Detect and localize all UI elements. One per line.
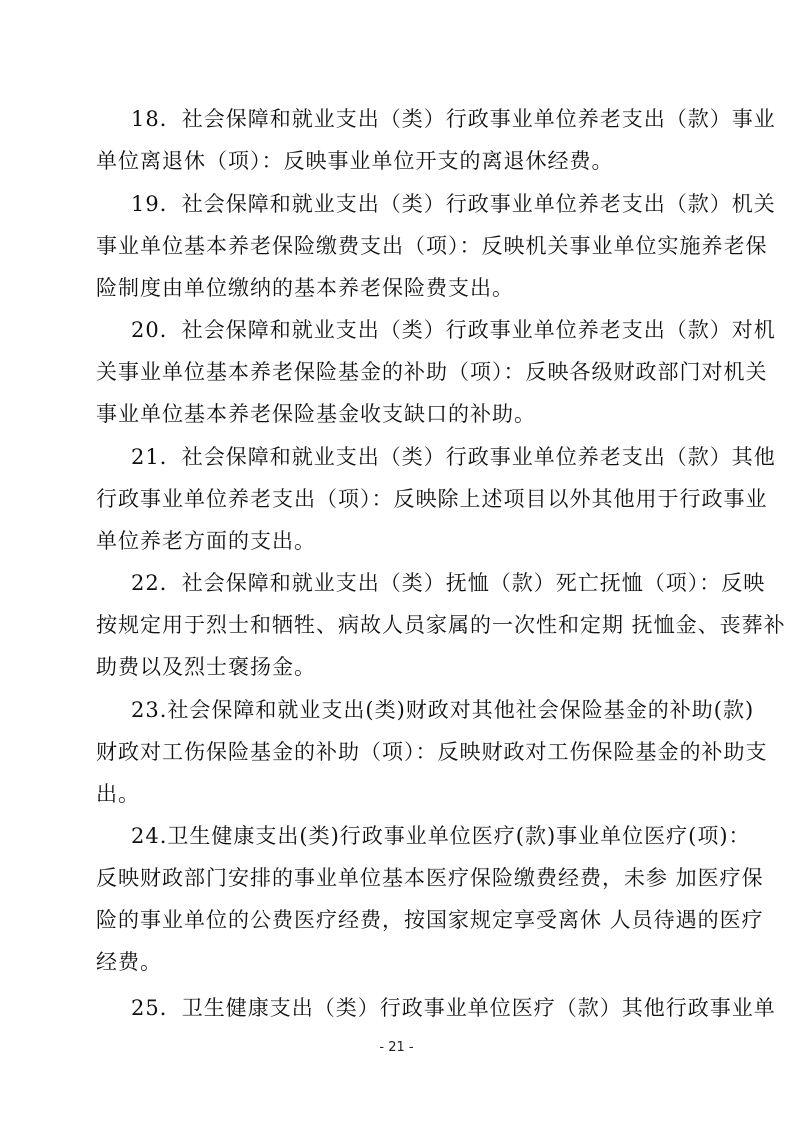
- paragraph-23-line-1: 23.社会保障和就业支出(类)财政对其他社会保险基金的补助(款): [131, 698, 755, 722]
- paragraph-22-line-2: 按规定用于烈士和牺牲、病故人员家属的一次性和定期 抚恤金、丧葬补: [96, 613, 786, 637]
- page-number: - 21 -: [379, 1040, 414, 1055]
- paragraph-21-line-1: 21．社会保障和就业支出（类）行政事业单位养老支出（款）其他: [131, 445, 776, 469]
- paragraph-21-line-2: 行政事业单位养老支出（项）：反映除上述项目以外其他用于行政事业: [96, 487, 768, 511]
- paragraph-23-line-3: 出。: [96, 782, 140, 806]
- paragraph-23-line-2: 财政对工伤保险基金的补助（项）：反映财政对工伤保险基金的补助支: [96, 740, 768, 764]
- paragraph-24-line-3: 险的事业单位的公费医疗经费，按国家规定享受离休 人员待遇的医疗: [96, 908, 764, 932]
- paragraph-24-line-2: 反映财政部门安排的事业单位基本医疗保险缴费经费，未参 加医疗保: [96, 866, 764, 890]
- paragraph-20-line-1: 20．社会保障和就业支出（类）行政事业单位养老支出（款）对机: [131, 318, 776, 342]
- paragraph-20-line-3: 事业单位基本养老保险基金收支缺口的补助。: [96, 402, 536, 426]
- paragraph-25-line-1: 25．卫生健康支出（类）行政事业单位医疗（款）其他行政事业单: [131, 996, 776, 1020]
- paragraph-19-line-2: 事业单位基本养老保险缴费支出（项）：反映机关事业单位实施养老保: [96, 234, 768, 258]
- paragraph-22-line-1: 22．社会保障和就业支出（类）抚恤（款）死亡抚恤（项）：反映: [131, 571, 766, 595]
- paragraph-18-line-2: 单位离退休（项）：反映事业单位开支的离退休经费。: [96, 149, 614, 173]
- paragraph-19-line-1: 19．社会保障和就业支出（类）行政事业单位养老支出（款）机关: [131, 192, 776, 216]
- paragraph-24-line-4: 经费。: [96, 950, 162, 974]
- paragraph-20-line-2: 关事业单位基本养老保险基金的补助（项）：反映各级财政部门对机关: [96, 360, 768, 384]
- paragraph-24-line-1: 24.卫生健康支出(类)行政事业单位医疗(款)事业单位医疗(项)：: [131, 824, 751, 848]
- paragraph-19-line-3: 险制度由单位缴纳的基本养老保险费支出。: [96, 276, 514, 300]
- paragraph-21-line-3: 单位养老方面的支出。: [96, 529, 316, 553]
- paragraph-18-line-1: 18．社会保障和就业支出（类）行政事业单位养老支出（款）事业: [131, 107, 776, 131]
- paragraph-22-line-3: 助费以及烈士褒扬金。: [96, 655, 316, 679]
